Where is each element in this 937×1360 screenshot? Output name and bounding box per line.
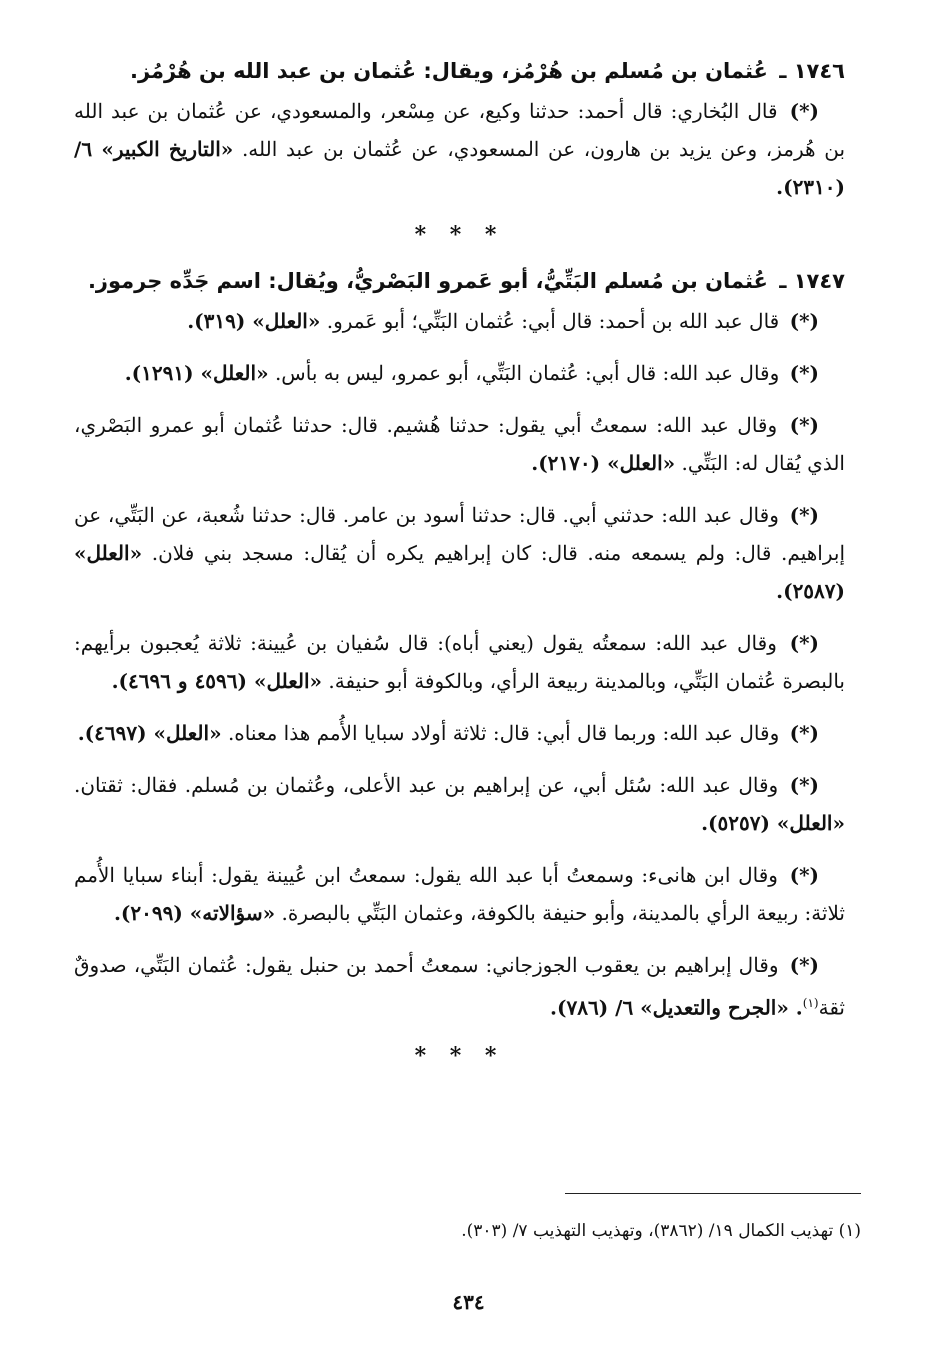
paragraph-reference: «سؤالاته» (٢٠٩٩). [113, 901, 276, 925]
paragraph-reference: «التاريخ الكبير» ٦/ (٢٣١٠). [74, 137, 845, 199]
paragraph-marker: (*) [789, 361, 819, 385]
paragraph-text: وقال عبد الله: قال أبي: عُثمان البَتِّي، أبو عمرو، ليس به بأس. [274, 361, 780, 385]
paragraph-reference: «العلل» (٢١٧٠). [531, 451, 676, 475]
paragraph-reference: «العلل» (٣١٩). [187, 309, 321, 333]
entry-heading-1746 [74, 52, 845, 90]
entry-paragraph [74, 624, 845, 700]
paragraph-marker: (*) [789, 773, 820, 797]
paragraph-text: وقال عبد الله: سُئل أبي، عن إبراهيم بن عبد الأعلى، وعُثمان بن مُسلم. فقال: ثقتان. [74, 773, 779, 797]
entry-title: عُثمان بن مُسلم بن هُرْمُز، ويقال: عُثمان بن عبد الله بن هُرْمُز. [130, 59, 768, 83]
page-number: ٤٣٤ [452, 1290, 485, 1314]
entry-number: ١٧٤٧ ـ [779, 269, 845, 293]
paragraph-reference: . «الجرح والتعديل» ٦/ (٧٨٦). [550, 995, 803, 1020]
paragraph-marker: (*) [789, 503, 820, 527]
paragraph-reference: «العلل» (٥٢٥٧). [701, 811, 845, 835]
paragraph-marker: (*) [789, 309, 819, 333]
entry-paragraph [74, 406, 845, 482]
paragraph-text: وقال عبد الله: حدثني أبي. قال: حدثنا أسود بن عامر. قال: حدثنا شُعبة، عن البَتِّي، عن إبراهيم. قال: ولم يسمعه منه. قال: كان إبراهيم يكره أن يُقال: مسجد بني فلان. [74, 503, 846, 565]
paragraph-text: قال عبد الله بن أحمد: قال أبي: عُثمان البَتِّي؛ أبو عَمرو. [326, 309, 780, 333]
entry-paragraph [74, 302, 845, 340]
paragraph-text: قال البُخاري: قال أحمد: حدثنا وكيع، عن مِسْعر، والمسعودي، عن عُثمان بن عبد الله بن هُرمز، وعن يزيد بن هارون، عن المسعودي، عن عُثمان بن عبد الله. [74, 99, 846, 161]
entry-paragraph [74, 92, 845, 206]
paragraph-marker: (*) [789, 721, 819, 745]
paragraph-text: وقال عبد الله: سمعتُه يقول (يعني أباه): قال سُفيان بن عُيينة: ثلاثة يُعجبون برأيهم: بالبصرة عُثمان البَتِّي، وبالمدينة ربيعة الرأي، وبالكوفة أبو حنيفة. [74, 631, 845, 693]
section-separator: * * * [414, 1042, 505, 1069]
paragraph-reference: «العلل» (١٢٩١). [124, 361, 269, 385]
entry-title: عُثمان بن مُسلم البَتِّيُّ، أبو عَمرو البَصْريُّ، ويُقال: اسم جَدِّه جرموز. [87, 269, 768, 293]
entry-paragraph [74, 496, 845, 610]
footnote-divider [565, 1193, 861, 1194]
footnote-reference[interactable]: (١) [802, 996, 819, 1010]
paragraph-marker: (*) [789, 631, 819, 655]
paragraph-marker: (*) [789, 953, 819, 977]
paragraph-text: وقال عبد الله: سمعتُ أبي يقول: حدثنا هُشيم. قال: حدثنا عُثمان أبو عمرو البَصْري، الذي يُقال له: البَتِّي. [74, 413, 845, 475]
paragraph-text: وقال إبراهيم بن يعقوب الجوزجاني: سمعتُ أحمد بن حنبل يقول: عُثمان البَتِّي، صدوقٌ ثقة [74, 953, 845, 1020]
entry-paragraph [74, 714, 845, 752]
entry-paragraph [74, 766, 845, 842]
paragraph-marker: (*) [789, 99, 819, 123]
section-separator: * * * [414, 222, 505, 248]
paragraph-marker: (*) [789, 413, 820, 437]
entry-heading-1747 [74, 262, 845, 300]
footnote: (١) تهذيب الكمال ١٩/ (٣٨٦٢)، وتهذيب التهذيب ٧/ (٣٠٣). [461, 1221, 861, 1241]
entry-paragraph [74, 946, 845, 1027]
paragraph-marker: (*) [789, 863, 819, 887]
paragraph-reference: «العلل» (٢٥٨٧). [74, 541, 845, 603]
paragraph-text: وقال ابن هانىء: وسمعتُ أبا عبد الله يقول: سمعتُ ابن عُيينة يقول: أبناء سبايا الأُمم ثلاثة: ربيعة الرأي بالمدينة، وأبو حنيفة بالكوفة، وعثمان البَتِّي بالبصرة. [74, 863, 845, 925]
entry-paragraph [74, 354, 845, 392]
entry-number: ١٧٤٦ ـ [779, 59, 845, 83]
entry-paragraph [74, 856, 845, 932]
paragraph-text: وقال عبد الله: وربما قال أبي: قال: ثلاثة أولاد سبايا الأُمم هذا معناه. [227, 721, 780, 745]
paragraph-reference: «العلل» (٤٥٩٦ و ٤٦٩٦). [111, 669, 323, 693]
paragraph-reference: «العلل» (٤٦٩٧). [77, 721, 222, 745]
